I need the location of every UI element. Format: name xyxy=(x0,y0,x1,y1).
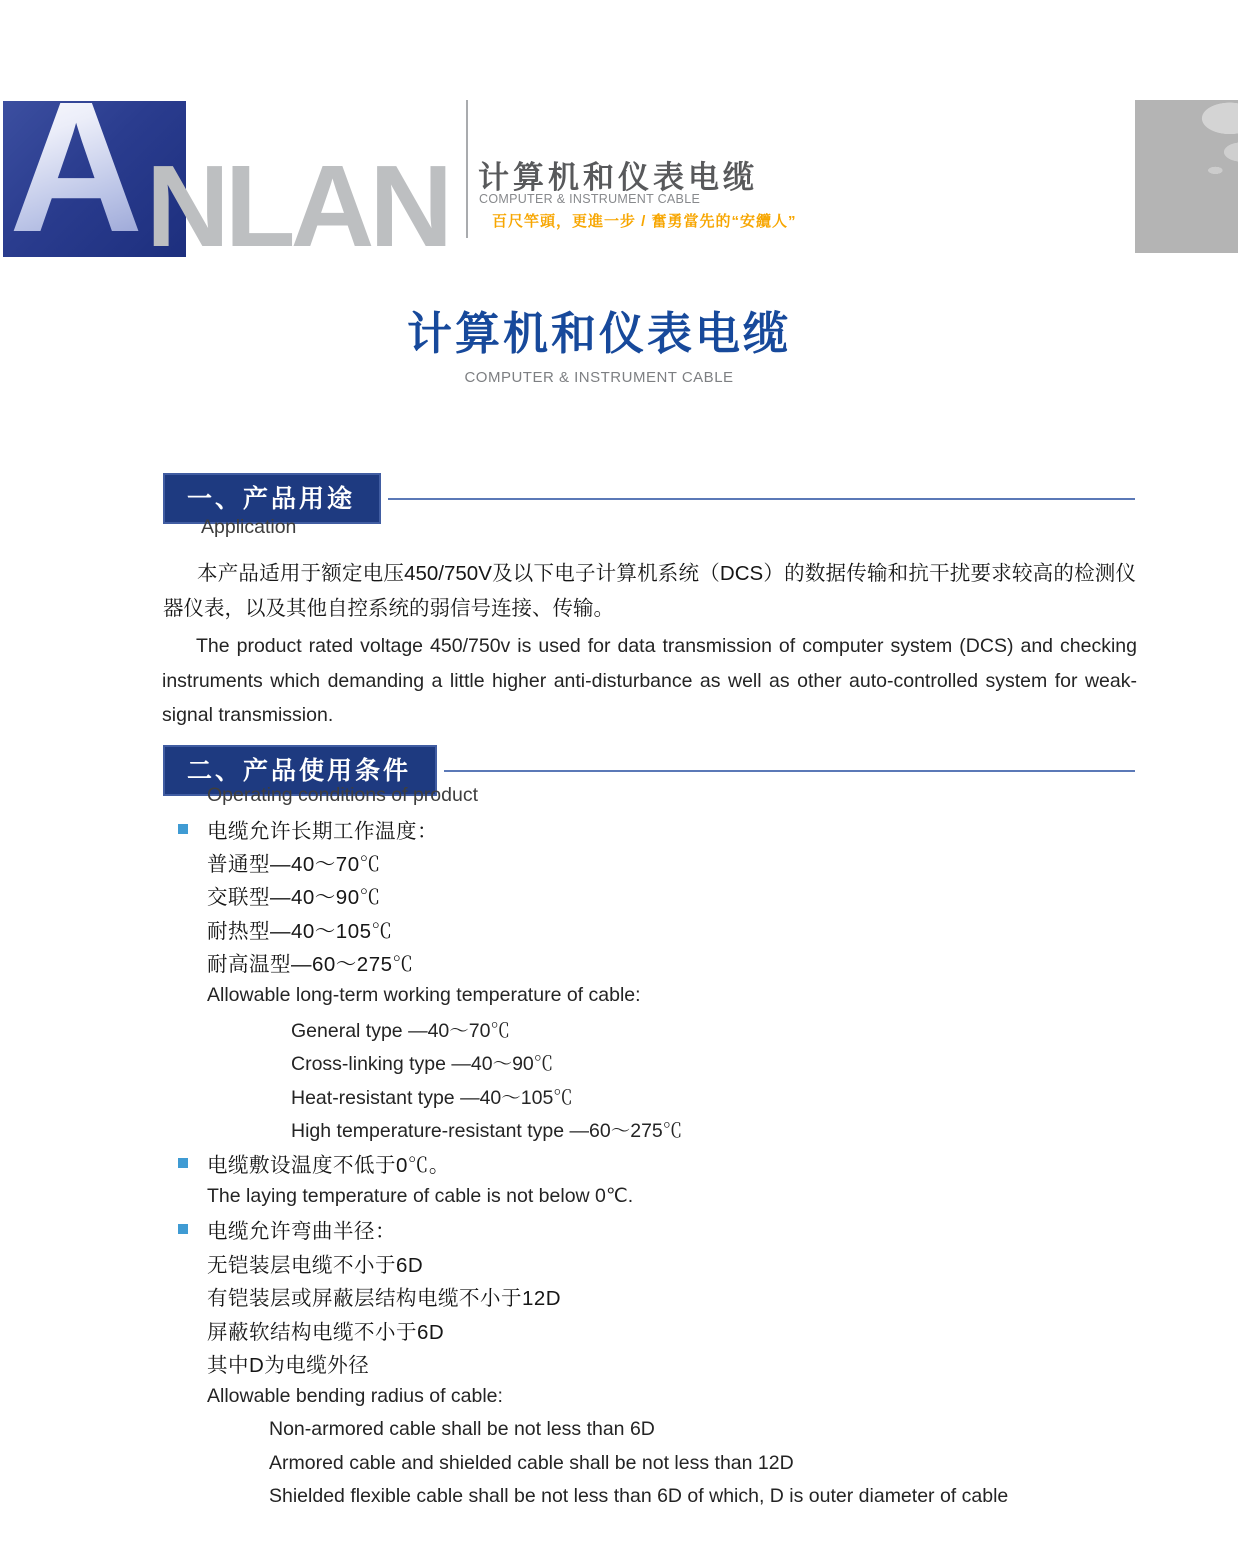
list-item xyxy=(163,1446,1143,1479)
list-item xyxy=(163,912,1143,945)
list-item-text: 普通型—40～70℃ xyxy=(207,853,381,877)
list-item-text: The laying temperature of cable is not below 0℃. xyxy=(207,1184,634,1207)
section1-heading-en: Application xyxy=(201,516,297,538)
list-item xyxy=(163,812,1143,845)
list-item-text: 屏蔽软结构电缆不小于6D xyxy=(207,1320,445,1344)
list-item-text: 耐热型—40～105℃ xyxy=(207,919,393,943)
list-item xyxy=(163,1246,1143,1279)
bullet-square-icon xyxy=(178,824,188,834)
list-item-text: Non-armored cable shall be not less than 6D xyxy=(269,1418,655,1441)
list-item xyxy=(163,1480,1143,1513)
list-item-text: 无铠装层电缆不小于6D xyxy=(207,1253,424,1277)
header-slogan: 百尺竿頭，更進一步 / 奮勇當先的“安纜人” xyxy=(492,213,797,230)
corner-photo xyxy=(1135,100,1238,253)
list-item-text: 其中D为电缆外径 xyxy=(207,1353,370,1377)
page-title: 计算机和仪表电缆 xyxy=(406,308,791,359)
page-subtitle: COMPUTER & INSTRUMENT CABLE xyxy=(464,369,734,386)
logo-letter-a: A xyxy=(9,101,143,257)
list-item xyxy=(163,1179,1143,1212)
application-paragraph-en: The product rated voltage 450/750v is used for data transmission of computer system (DCS) and checking instruments which demanding a little higher anti-disturbance as well as other auto-controlled system for weak-signal transmission. xyxy=(162,635,1137,726)
list-item-text: 有铠装层或屏蔽层结构电缆不小于12D xyxy=(207,1287,562,1311)
list-item-text: General type —40～70℃ xyxy=(291,1020,510,1043)
section1-rule xyxy=(388,498,1135,500)
list-item-text: 交联型—40～90℃ xyxy=(207,886,381,910)
list-item xyxy=(163,946,1143,979)
list-item-text: Allowable bending radius of cable: xyxy=(207,1384,503,1407)
list-item-text: 耐高温型—60～275℃ xyxy=(207,953,414,977)
logo-letters-nlan: NLAN xyxy=(146,141,449,271)
list-item xyxy=(163,1079,1143,1112)
list-item xyxy=(163,1346,1143,1379)
list-item xyxy=(163,1146,1143,1179)
section2-heading-en: Operating conditions of product xyxy=(207,784,479,806)
list-item-text: Armored cable and shielded cable shall be not less than 12D xyxy=(269,1451,794,1474)
list-item-text: Shielded flexible cable shall be not less than 6D of which, D is outer diameter of cable xyxy=(269,1485,1009,1507)
operating-conditions-list xyxy=(163,812,1143,1513)
list-item xyxy=(163,1012,1143,1045)
bullet-square-icon xyxy=(178,1158,188,1168)
header-divider xyxy=(466,100,468,238)
list-item xyxy=(163,1380,1143,1413)
list-item xyxy=(163,1046,1143,1079)
list-item xyxy=(163,1279,1143,1312)
list-item xyxy=(163,845,1143,878)
bullet-square-icon xyxy=(178,1224,188,1234)
header-title-en: COMPUTER & INSTRUMENT CABLE xyxy=(479,192,701,206)
list-item-text: Heat-resistant type —40～105℃ xyxy=(291,1086,573,1109)
list-item-text: High temperature-resistant type —60～275℃ xyxy=(291,1120,683,1143)
list-item xyxy=(163,1413,1143,1446)
header-title-cn: 计算机和仪表电缆 xyxy=(478,160,758,195)
list-item-text: Allowable long-term working temperature of cable: xyxy=(207,984,641,1007)
section2-heading: 二、产品使用条件 xyxy=(163,745,437,796)
section1-header xyxy=(163,473,1135,524)
list-item xyxy=(163,979,1143,1012)
list-item-text: 电缆允许弯曲半径： xyxy=(207,1220,396,1244)
list-item xyxy=(163,1113,1143,1146)
list-item xyxy=(163,879,1143,912)
document-title-block xyxy=(0,297,1198,386)
list-item-text: 电缆敷设温度不低于0℃。 xyxy=(207,1153,450,1177)
section1-heading: 一、产品用途 xyxy=(163,473,381,524)
list-item-text: 电缆允许长期工作温度： xyxy=(207,819,438,843)
page-header xyxy=(0,100,1238,271)
section2-rule xyxy=(444,770,1135,772)
list-item-text: Cross-linking type —40～90℃ xyxy=(291,1053,554,1076)
list-item xyxy=(163,1313,1143,1346)
application-paragraph-cn: 本产品适用于额定电压450/750V及以下电子计算机系统（DCS）的数据传输和抗干扰要求较高的检测仪器仪表，以及其他自控系统的弱信号连接、传输。 xyxy=(163,562,1136,620)
list-item xyxy=(163,1213,1143,1246)
